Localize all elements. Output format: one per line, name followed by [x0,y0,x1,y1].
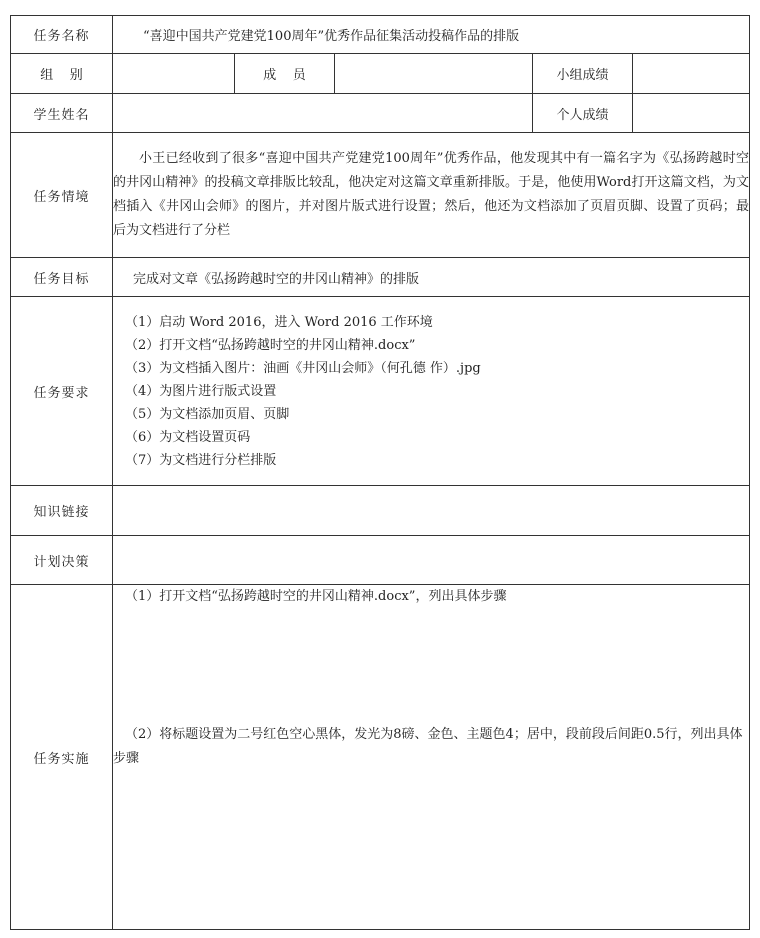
requirement-item: （5）为文档添加页眉、页脚 [125,406,290,422]
requirement-item: （6）为文档设置页码 [125,429,251,445]
personal-score-cell[interactable] [633,94,750,133]
personal-score-label: 个人成绩 [533,94,633,133]
requirements-label: 任务要求 [11,297,113,486]
implementation-step-1: （1）打开文档“弘扬跨越时空的井冈山精神.docx”，列出具体步骤 [125,589,507,604]
requirement-item: （7）为文档进行分栏排版 [125,452,277,468]
plan-cell[interactable] [113,536,750,585]
scenario-text: 小王已经收到了很多“喜迎中国共产党建党100周年”优秀作品，他发现其中有一篇名字为《弘扬跨越时空的井冈山精神》的投稿文章排版比较乱，他决定对这篇文章重新排版。于是，他使用Word打开这篇文档，为文档插入《井冈山会师》的图片，并对图片版式进行设置；然后，他还为文档添加了页眉页脚、设置了页码；最后为文档进行了分栏 [113,151,749,238]
scenario-row [11,133,750,258]
goal-row [11,258,750,297]
requirement-item: （1）启动 Word 2016，进入 Word 2016 工作环境 [125,314,433,330]
implementation-step-2: （2）将标题设置为二号红色空心黑体，发光为8磅、金色、主题色4；居中，段前段后间距0.5行，列出具体步骤 [113,727,743,766]
requirement-item: （3）为文档插入图片：油画《井冈山会师》（何孔德 作）.jpg [125,360,481,376]
requirement-item: （2）打开文档“弘扬跨越时空的井冈山精神.docx” [125,337,416,353]
requirements-list [113,297,750,486]
task-form-table [10,15,750,930]
implementation-row [11,585,750,930]
goal-label: 任务目标 [11,258,113,297]
group-score-label: 小组成绩 [533,54,633,94]
student-row [11,94,750,133]
requirement-item: （4）为图片进行版式设置 [125,383,277,399]
knowledge-cell[interactable] [113,486,750,536]
group-value-cell[interactable] [113,54,235,94]
plan-row [11,536,750,585]
goal-text: 完成对文章《弘扬跨越时空的井冈山精神》的排版 [113,258,750,297]
plan-label: 计划决策 [11,536,113,585]
task-name-value: “喜迎中国共产党建党100周年”优秀作品征集活动投稿作品的排版 [113,16,750,54]
task-name-label: 任务名称 [11,16,113,54]
implementation-cell[interactable] [113,585,750,930]
implementation-label: 任务实施 [11,585,113,930]
student-name-cell[interactable] [113,94,533,133]
member-label: 成 员 [235,54,335,94]
requirements-row [11,297,750,486]
member-value-cell[interactable] [335,54,533,94]
student-name-label: 学生姓名 [11,94,113,133]
group-score-cell[interactable] [633,54,750,94]
knowledge-label: 知识链接 [11,486,113,536]
group-label: 组 别 [11,54,113,94]
group-row [11,54,750,94]
scenario-cell [113,133,750,258]
scenario-label: 任务情境 [11,133,113,258]
task-name-row [11,16,750,54]
knowledge-row [11,486,750,536]
